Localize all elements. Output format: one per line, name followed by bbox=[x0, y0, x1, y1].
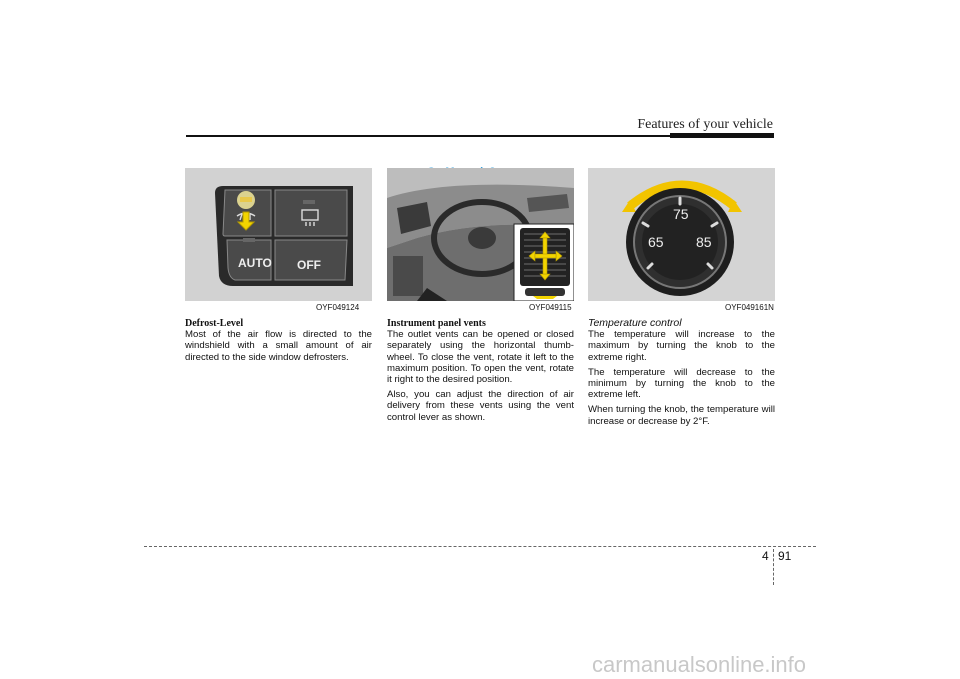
thumbwheel-arrow-icon bbox=[533, 296, 557, 299]
page-header-title: Features of your vehicle bbox=[637, 117, 773, 132]
figure-instrument-panel bbox=[387, 168, 574, 301]
column-instrument-vents bbox=[387, 318, 574, 427]
paragraph: Most of the air flow is directed to the windshield with a small amount of air directed to the side window defrosters. bbox=[185, 329, 372, 363]
temp-label-75: 75 bbox=[673, 206, 689, 222]
paragraph: The outlet vents can be opened or closed separately using the horizontal thumb-wheel. To close the vent, rotate it left to the maximum position. To open the vent, rotate it right to the desired position. bbox=[387, 329, 574, 386]
watermark-bottom: carmanualsonline.info bbox=[592, 652, 807, 677]
paragraph: The temperature will decrease to the minimum by turning the knob to the extreme left. bbox=[588, 366, 775, 401]
instrument-panel-illustration bbox=[387, 168, 574, 301]
column-defrost-level bbox=[185, 318, 372, 367]
column-temperature-control bbox=[588, 318, 775, 431]
section-heading-vents: Instrument panel vents bbox=[387, 318, 486, 329]
temp-label-85: 85 bbox=[696, 234, 712, 250]
figure-temperature-knob bbox=[588, 168, 775, 301]
defrost-buttons-illustration bbox=[185, 168, 372, 301]
temperature-knob-illustration bbox=[588, 168, 775, 301]
figure-code-1: OYF049124 bbox=[316, 303, 360, 312]
section-heading-defrost: Defrost-Level bbox=[185, 318, 244, 329]
paragraph: The temperature will increase to the maximum by turning the knob to the extreme right. bbox=[588, 329, 775, 363]
header-rule-accent bbox=[670, 133, 774, 138]
page-number-separator bbox=[773, 549, 774, 585]
footer-rule bbox=[144, 546, 816, 547]
auto-button-label: AUTO bbox=[238, 256, 272, 270]
section-heading-temperature: Temperature control bbox=[588, 317, 682, 329]
temp-label-65: 65 bbox=[648, 234, 664, 250]
paragraph: When turning the knob, the temperature will increase or decrease by 2°F. bbox=[588, 404, 775, 427]
figure-code-2: OYF049115 bbox=[529, 303, 572, 312]
chapter-number: 4 bbox=[762, 549, 769, 563]
figure-code-3: OYF049161N bbox=[725, 303, 774, 312]
paragraph: Also, you can adjust the direction of air delivery from these vents using the vent control lever as shown. bbox=[387, 389, 574, 423]
figure-defrost-buttons bbox=[185, 168, 372, 301]
page-number-value: 91 bbox=[778, 549, 792, 563]
off-button-label: OFF bbox=[297, 258, 321, 272]
